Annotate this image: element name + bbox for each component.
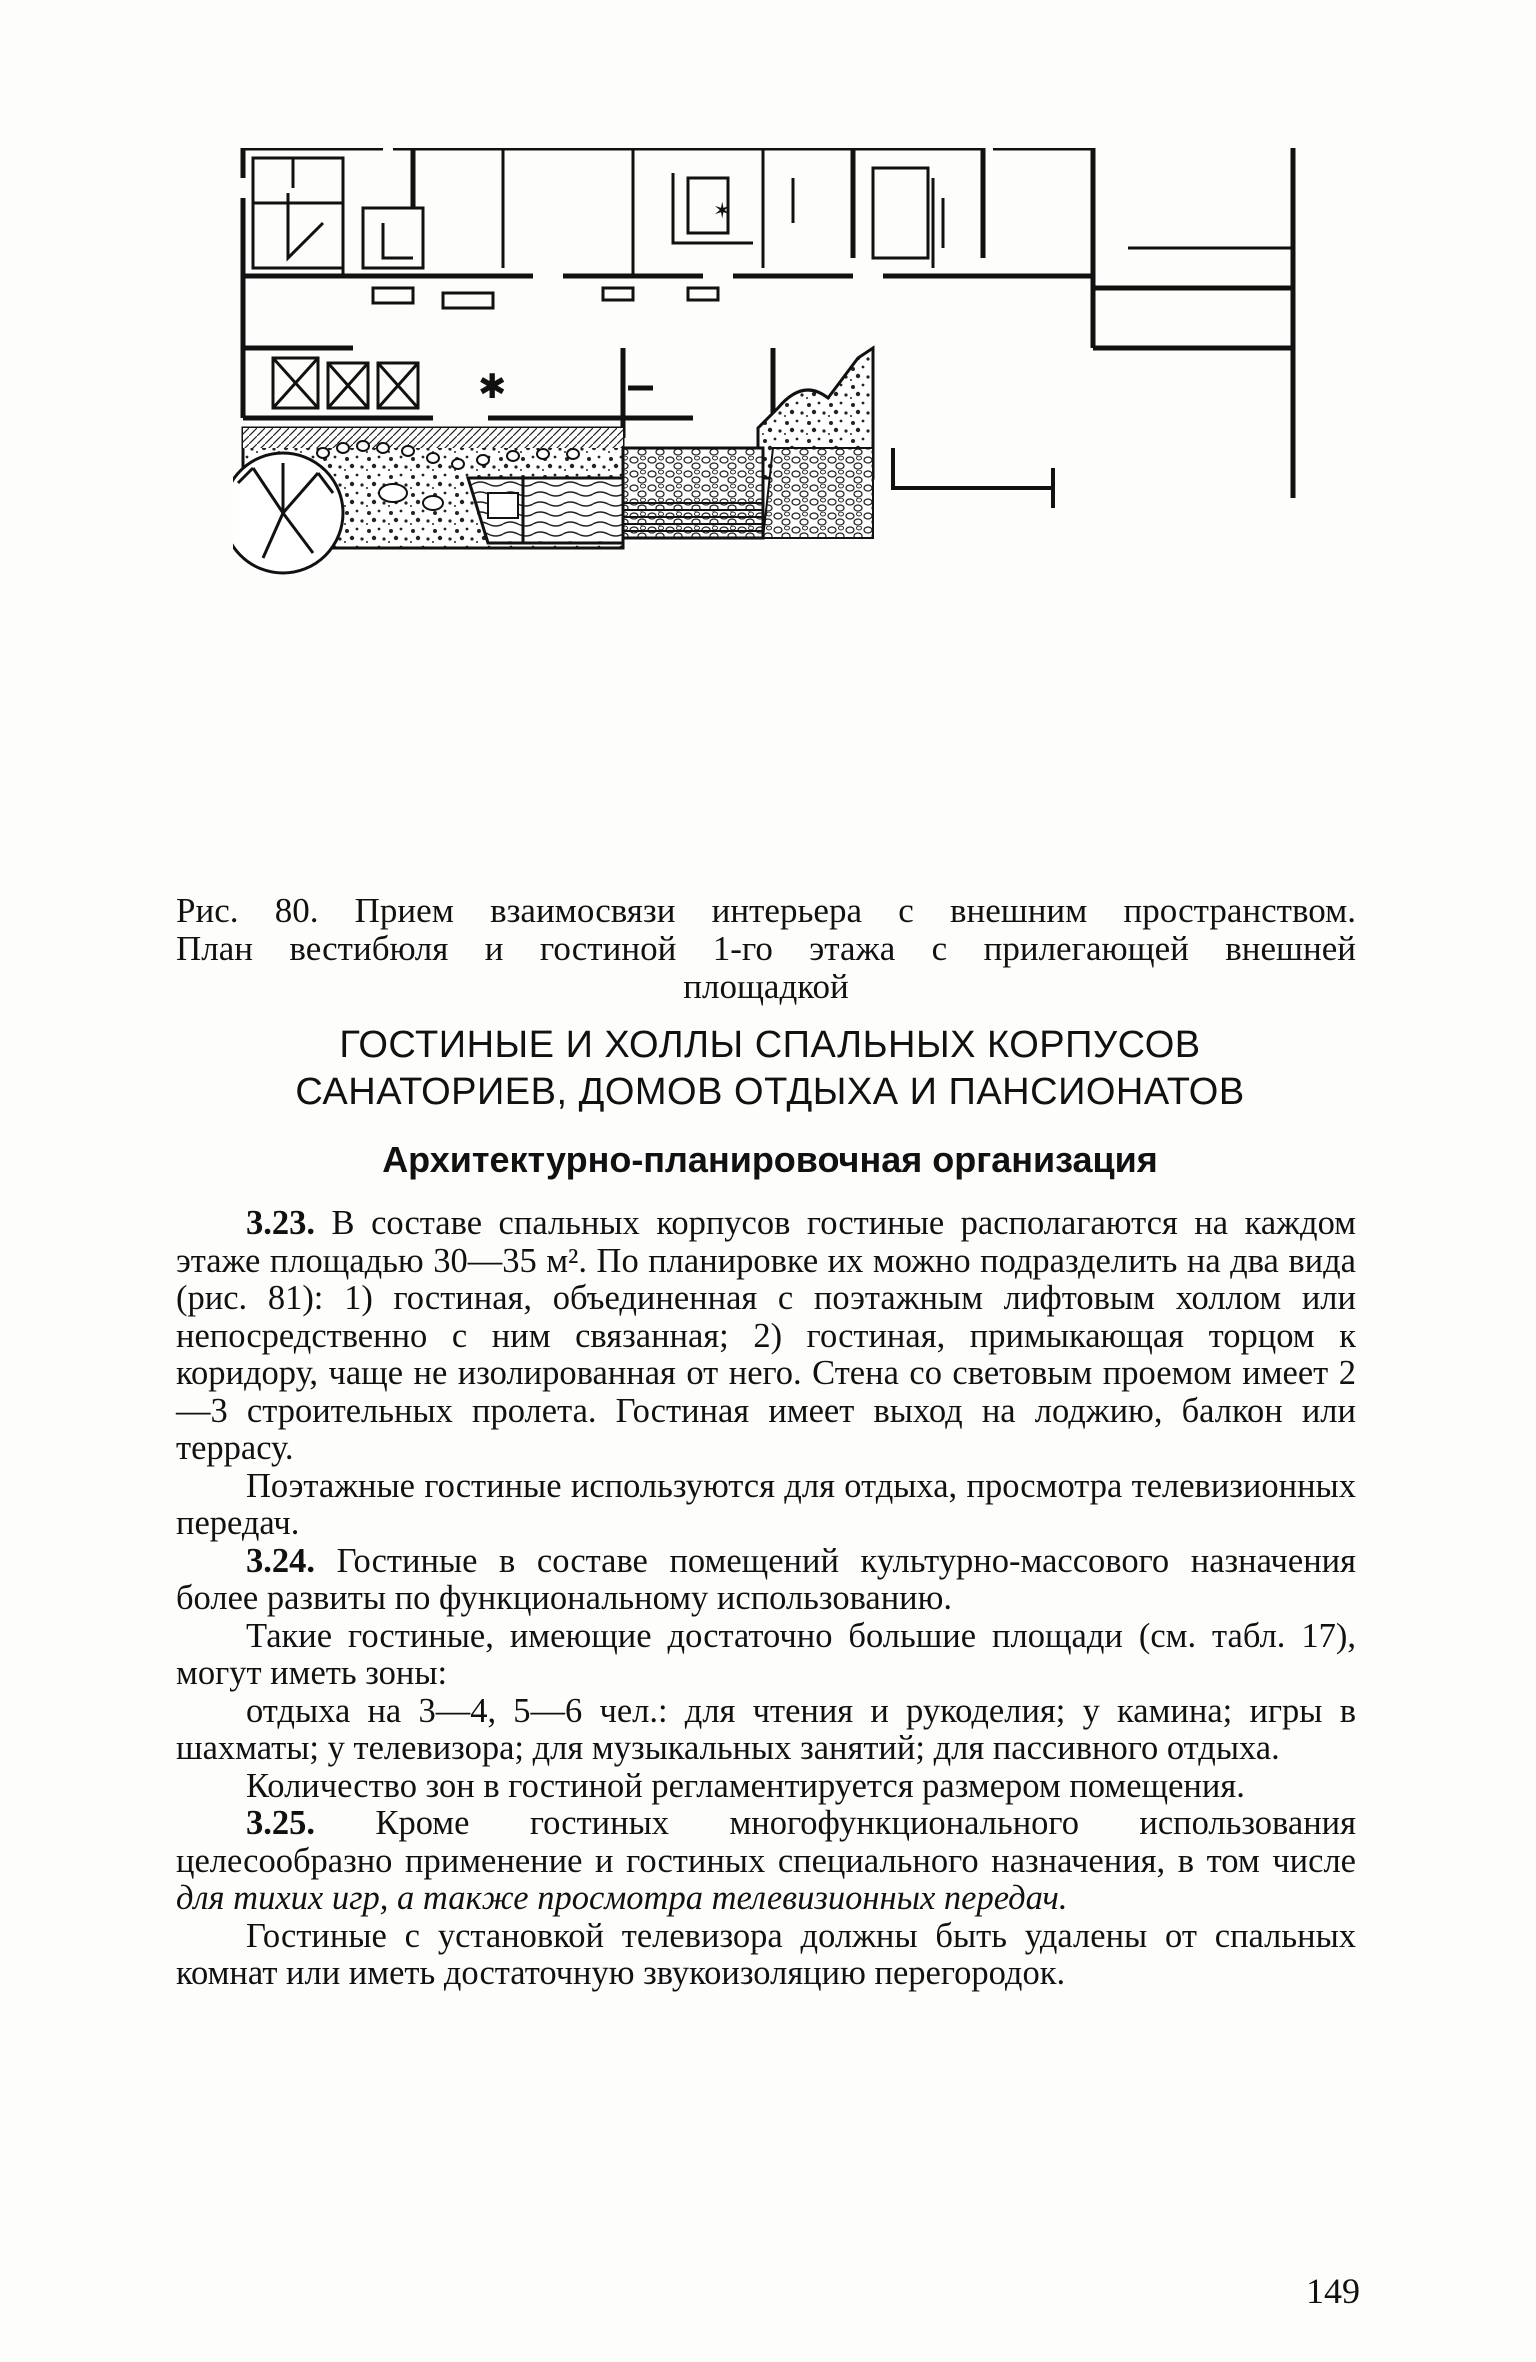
floor-plan-figure — [233, 148, 1313, 883]
paragraph-italic-text: для тихих игр, а также просмотра телевизионных передач. — [176, 1879, 1068, 1917]
paragraph-3-24-b: Такие гостиные, имеющие достаточно большие площади (см. табл. 17), могут иметь зоны: — [176, 1616, 1356, 1692]
paragraph-number: 3.24. — [246, 1541, 315, 1580]
svg-text:✱: ✱ — [478, 367, 507, 407]
section-title — [150, 1022, 1390, 1116]
paragraph-text: В составе спальных корпусов гостиные располагаются на каждом этаже площадью 30—35 м². По планировке их можно подразделить на два вида (рис. 81): 1) гостиная, объединенная с поэтажным лифтовым холлом или непосредственно с ним связанная; 2) гостиная, примыкающая торцом к коридору, чаще не изолированная от него. Стена со световым проемом имеет 2—3 строительных пролета. Гостиная имеет выход на лоджию, балкон или террасу. — [176, 1204, 1356, 1467]
caption-line-3: площадкой — [683, 967, 849, 1006]
paragraph-3-25 — [176, 1805, 1356, 1918]
svg-text:✶: ✶ — [713, 199, 732, 224]
figure-caption — [176, 892, 1356, 1006]
paragraph-text: Кроме гостиных многофункционального использования целесообразно применение и гостиных специального назначения, в том числе — [176, 1804, 1356, 1880]
paragraph-3-24 — [176, 1543, 1356, 1618]
paragraph-3-23 — [176, 1205, 1356, 1468]
body-text — [176, 1205, 1356, 1993]
subsection-title: Архитектурно-планировочная организация — [382, 1139, 1158, 1180]
floor-plan-drawing — [233, 148, 1313, 883]
caption-line-2: План вестибюля и гостиной 1-го этажа с прилегающей внешней — [176, 929, 1356, 968]
caption-line-1: Рис. 80. Прием взаимосвязи интерьера с внешним пространством. — [176, 891, 1356, 930]
paragraph-3-23-b: Поэтажные гостиные используются для отдыха, просмотра телевизионных передач. — [176, 1466, 1356, 1542]
section-title-line-2: САНАТОРИЕВ, ДОМОВ ОТДЫХА И ПАНСИОНАТОВ — [295, 1071, 1245, 1113]
page-number: 149 — [1306, 2271, 1360, 2311]
paragraph-3-25-b: Гостиные с установкой телевизора должны быть удалены от спальных комнат или иметь достаточную звукоизоляцию перегородок. — [176, 1916, 1356, 1992]
paragraph-number: 3.23. — [246, 1204, 315, 1242]
paragraph-3-24-c: отдыха на 3—4, 5—6 чел.: для чтения и рукоделия; у камина; игры в шахматы; у телевизора; для музыкальных занятий; для пассивного отдыха. — [176, 1691, 1356, 1767]
paragraph-3-24-d: Количество зон в гостиной регламентируется размером помещения. — [246, 1766, 1245, 1805]
paragraph-number: 3.25. — [246, 1804, 315, 1842]
paragraph-text: Гостиные в составе помещений культурно-массового назначения более развиты по функциональному использованию. — [176, 1541, 1356, 1617]
section-title-line-1: ГОСТИНЫЕ И ХОЛЛЫ СПАЛЬНЫХ КОРПУСОВ — [339, 1024, 1201, 1066]
